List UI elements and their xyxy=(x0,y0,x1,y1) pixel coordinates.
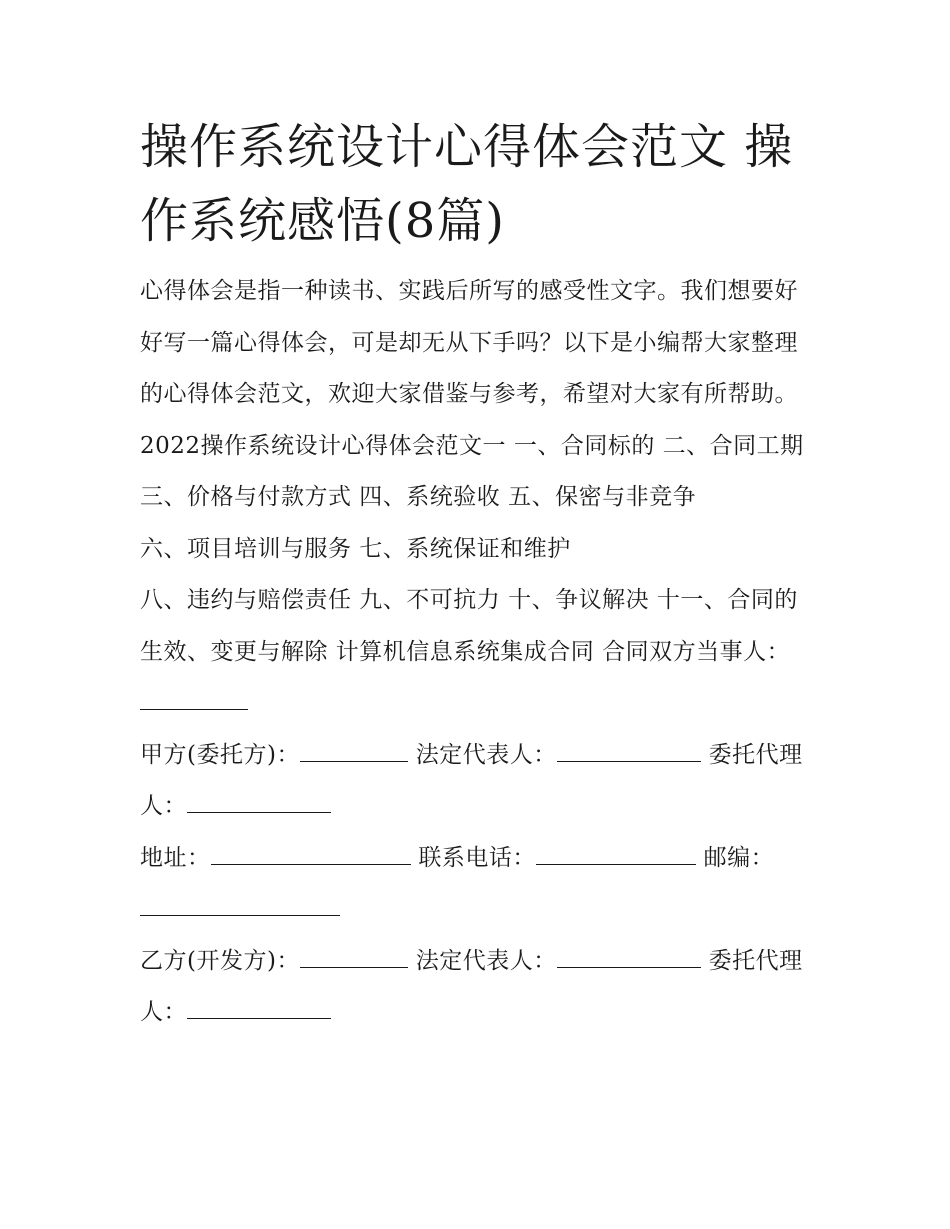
outline-text-3: 八、违约与赔偿责任 九、不可抗力 十、争议解决 十一、合同的生效、变更与解除 计算机信息系统集成合同 合同双方当事人： xyxy=(140,587,798,665)
parties-blank xyxy=(140,685,248,710)
party-a-rep-label: 法定代表人： xyxy=(415,741,557,768)
document-title: 操作系统设计心得体会范文 操作系统感悟(8篇) xyxy=(140,119,794,249)
party-b-agent-blank xyxy=(187,994,331,1019)
outline-paragraph-1: 2022操作系统设计心得体会范文一 一、合同标的 二、合同工期 三、价格与付款方式 四、系统验收 五、保密与非竞争 xyxy=(140,432,804,510)
party-a-label: 甲方(委托方)： xyxy=(140,741,300,768)
address-label: 地址： xyxy=(140,844,211,871)
party-a-agent-label: 委托代理人： xyxy=(140,741,803,819)
party-b-label: 乙方(开发方)： xyxy=(140,947,300,974)
document-page xyxy=(140,110,815,1039)
outline-paragraph-3 xyxy=(140,575,815,730)
zip-label: 邮编： xyxy=(703,844,775,871)
address-blank xyxy=(211,839,411,864)
party-a-agent-blank xyxy=(187,788,331,813)
address-line xyxy=(140,833,815,936)
outline-paragraph-2: 六、项目培训与服务 七、系统保证和维护 xyxy=(140,535,571,562)
phone-label: 联系电话： xyxy=(418,844,536,871)
party-b-rep-label: 法定代表人： xyxy=(415,947,557,974)
phone-blank xyxy=(536,839,696,864)
party-b-rep-blank xyxy=(557,942,701,967)
zip-blank xyxy=(140,891,340,916)
party-a-blank xyxy=(300,736,408,761)
party-b-blank xyxy=(300,942,408,967)
party-b-line xyxy=(140,936,815,1039)
intro-paragraph: 心得体会是指一种读书、实践后所写的感受性文字。我们想要好好写一篇心得体会，可是却无从下手吗？以下是小编帮大家整理的心得体会范文，欢迎大家借鉴与参考，希望对大家有所帮助。 xyxy=(140,278,798,407)
party-a-rep-blank xyxy=(557,736,701,761)
party-b-agent-label: 委托代理人： xyxy=(140,947,803,1025)
party-a-line xyxy=(140,730,815,833)
